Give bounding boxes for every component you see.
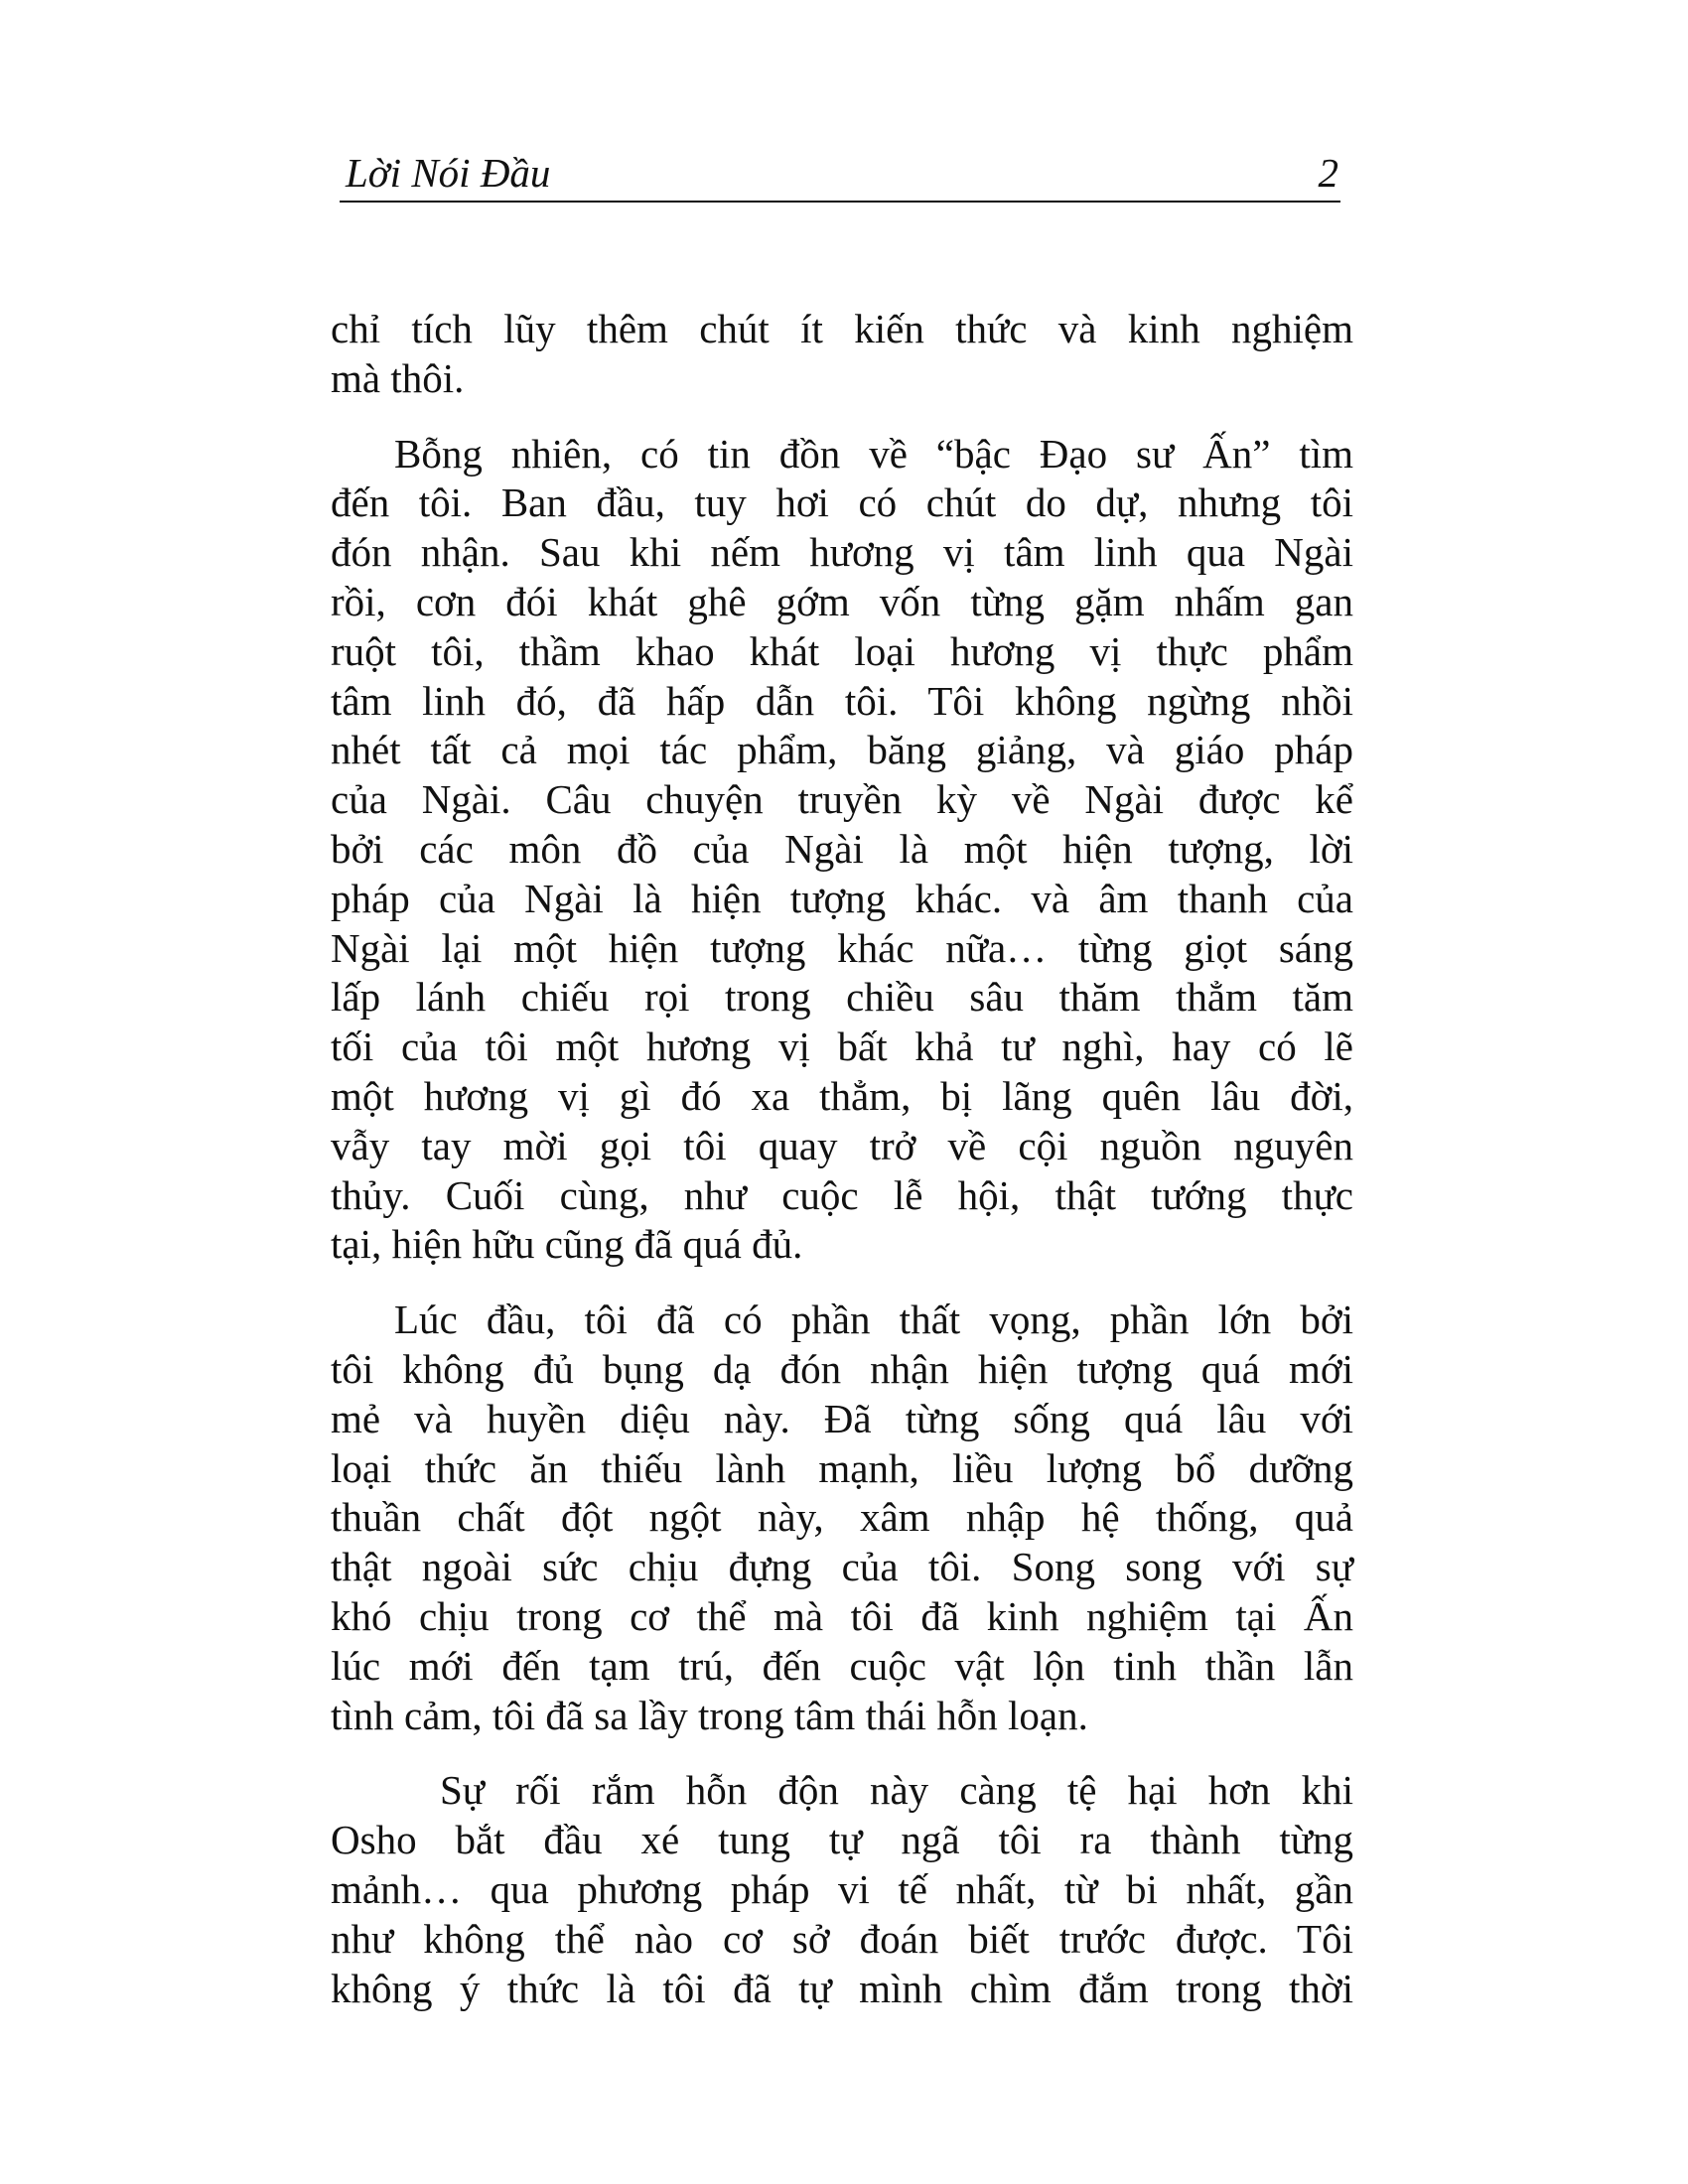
text-line: thật ngoài sức chịu đựng của tôi. Song song với sự (331, 1544, 1353, 1590)
text-line: Osho bắt đầu xé tung tự ngã tôi ra thành từng (331, 1817, 1353, 1863)
paragraph-4 (331, 1766, 1353, 2013)
text-line: thủy. Cuối cùng, như cuộc lễ hội, thật tướng thực (331, 1171, 1353, 1218)
paragraph-1 (331, 305, 1353, 404)
text-line: không ý thức là tôi đã tự mình chìm đắm trong thời (331, 1965, 1353, 2011)
text-line: tình cảm, tôi đã sa lầy trong tâm thái hỗn loạn. (331, 1692, 1088, 1738)
body-text (331, 305, 1353, 2039)
chapter-title: Lời Nói Đầu (346, 150, 551, 196)
text-line: Ngài lại một hiện tượng khác nữa… từng giọt sáng (331, 924, 1353, 971)
text-line: như không thể nào cơ sở đoán biết trước được. Tôi (331, 1915, 1353, 1962)
text-line: loại thức ăn thiếu lành mạnh, liều lượng bổ dưỡng (331, 1444, 1353, 1491)
text-line: chỉ tích lũy thêm chút ít kiến thức và kinh nghiệm (331, 306, 1353, 351)
text-line: nhét tất cả mọi tác phẩm, băng giảng, và giáo pháp (331, 727, 1353, 773)
text-line: lúc mới đến tạm trú, đến cuộc vật lộn tinh thần lẫn (331, 1642, 1353, 1689)
text-line: tôi không đủ bụng dạ đón nhận hiện tượng quá mới (331, 1345, 1353, 1392)
text-line: tâm linh đó, đã hấp dẫn tôi. Tôi không ngừng nhồi (331, 677, 1353, 724)
text-line: Sự rối rắm hỗn độn này càng tệ hại hơn khi (440, 1767, 1353, 1814)
text-line: mảnh… qua phương pháp vi tế nhất, từ bi nhất, gần (331, 1865, 1353, 1912)
paragraph-2 (331, 430, 1353, 1271)
text-line: pháp của Ngài là hiện tượng khác. và âm thanh của (331, 875, 1353, 921)
text-line: tại, hiện hữu cũng đã quá đủ. (331, 1221, 803, 1268)
text-line: đến tôi. Ban đầu, tuy hơi có chút do dự, nhưng tôi (331, 479, 1353, 526)
text-line: rồi, cơn đói khát ghê gớm vốn từng gặm nhấm gan (331, 578, 1353, 624)
text-line: ruột tôi, thầm khao khát loại hương vị thực phẩm (331, 627, 1353, 674)
text-line: lấp lánh chiếu rọi trong chiều sâu thăm thẳm tăm (331, 974, 1353, 1021)
paragraph-3 (331, 1296, 1353, 1740)
text-line: một hương vị gì đó xa thẳm, bị lãng quên lâu đời, (331, 1072, 1353, 1119)
text-line: của Ngài. Câu chuyện truyền kỳ về Ngài được kể (331, 776, 1353, 823)
text-line: vẫy tay mời gọi tôi quay trở về cội nguồn nguyên (331, 1122, 1353, 1168)
page-number: 2 (1318, 150, 1338, 196)
text-line: bởi các môn đồ của Ngài là một hiện tượng, lời (331, 825, 1353, 872)
text-line: mẻ và huyền diệu này. Đã từng sống quá lâu với (331, 1395, 1353, 1441)
text-line: mà thôi. (331, 354, 465, 401)
page-header (340, 149, 1340, 203)
text-line: khó chịu trong cơ thể mà tôi đã kinh nghiệm tại Ấn (331, 1592, 1353, 1639)
text-line: Bỗng nhiên, có tin đồn về “bậc Đạo sư Ấn” tìm (394, 430, 1353, 477)
text-line: đón nhận. Sau khi nếm hương vị tâm linh qua Ngài (331, 529, 1353, 576)
text-line: tối của tôi một hương vị bất khả tư nghì, hay có lẽ (331, 1024, 1353, 1070)
text-line: thuần chất đột ngột này, xâm nhập hệ thống, quả (331, 1494, 1353, 1541)
text-line: Lúc đầu, tôi đã có phần thất vọng, phần lớn bởi (394, 1297, 1353, 1343)
